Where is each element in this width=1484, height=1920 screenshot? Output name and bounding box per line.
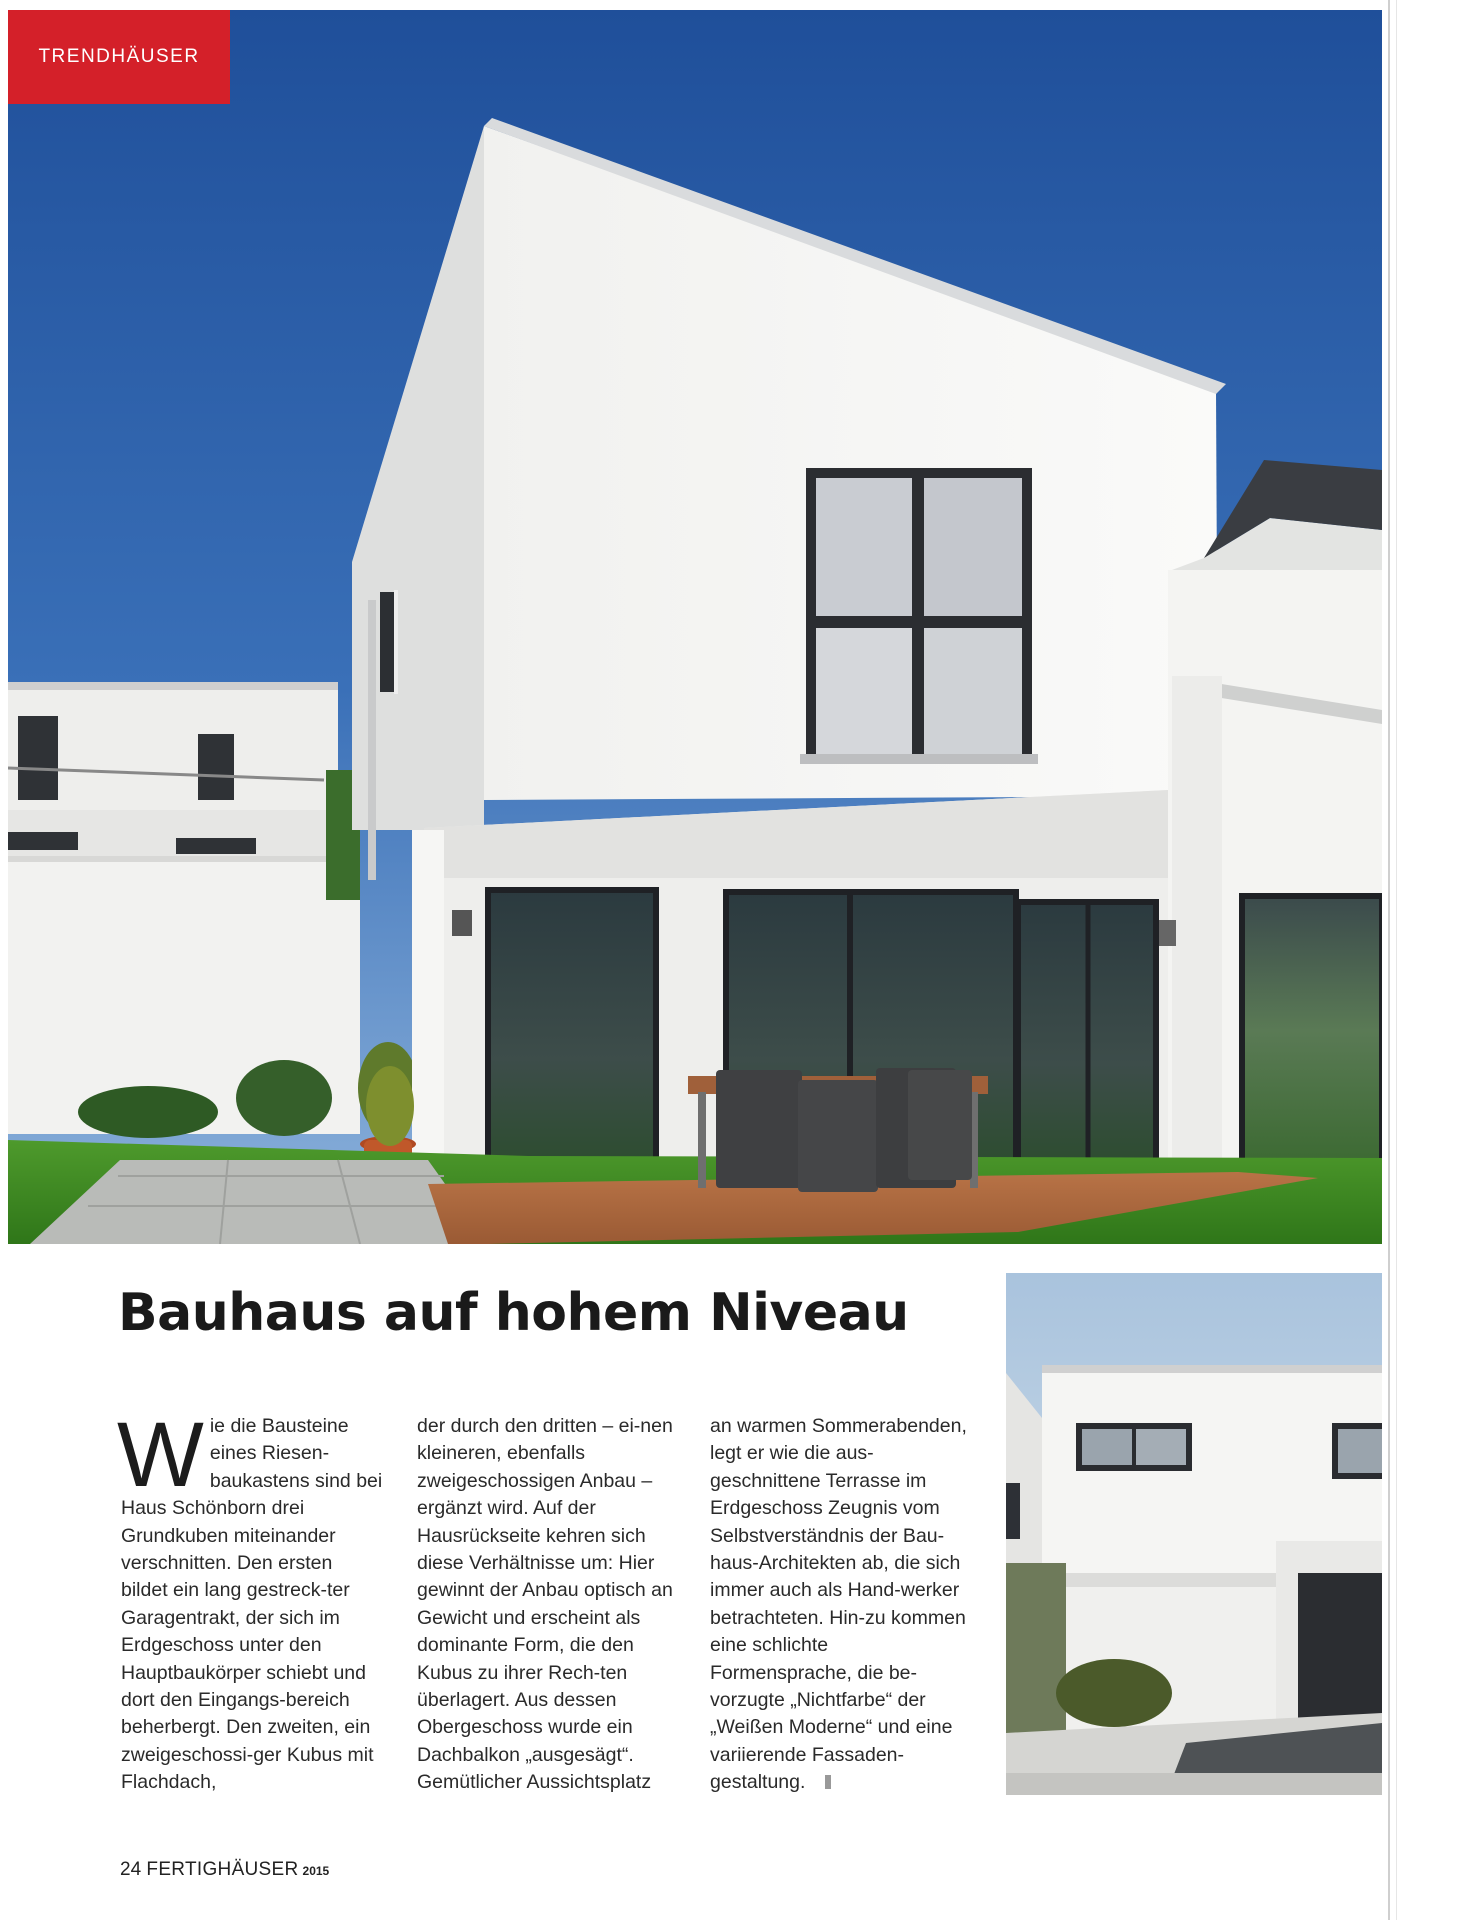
article-text-3-body: an warmen Sommerabenden, legt er wie die aus-geschnittene Terrasse im Erdgeschoss Zeugnis vom Selbstverständnis der Bau-haus-Architekten ab, die sich immer auch als Hand-werker betrachteten. Hin-zu kommen eine schlichte Formensprache, die be-vorzugte „Nichtfarbe“ der „Weißen Moderne“ und eine variierende Fassaden-gestaltung. [710,1415,967,1794]
drop-cap: W [117,1404,204,1506]
article-text-1: ie die Bausteine eines Riesen-baukastens sind bei Haus Schönborn drei Grundkuben miteinander verschnitten. Den ersten bildet ein lang gestreck-ter Garagentrakt, der sich im Erdgeschoss unter den Hauptbaukörper schiebt und dort den Eingangs-bereich beherbergt. Den zweiten, ein zweigeschossi-ger Kubus mit Flachdach, [121,1415,383,1794]
hero-photo [8,10,1382,1244]
front-view-photo [1006,1273,1382,1795]
article-column-1 [117,1404,383,1797]
page-title: Bauhaus auf hohem Niveau [118,1283,909,1343]
page-edge [1388,0,1390,1920]
issue-year: 2015 [302,1864,330,1878]
section-tag: TRENDHÄUSER [8,10,230,104]
page-footer [120,1859,329,1881]
article-column-3 [710,1413,972,1797]
article-text-2: der durch den dritten – ei-nen kleineren, ebenfalls zweigeschossigen Anbau – ergänzt wird. Auf der Hausrückseite kehren sich diese Verhältnisse um: Hier gewinnt der Anbau optisch an Gewicht und erscheint als dominante Form, die den Kubus zu ihrer Rech-ten überlagert. Aus dessen Obergeschoss wurde ein Dachbalkon „ausgesägt“. Gemütlicher Aussichtsplatz [417,1415,673,1794]
article-column-2 [417,1413,679,1797]
page-edge-shadow [1396,0,1397,1920]
page-number: 24 [120,1859,142,1880]
article-text-3 [710,1413,972,1797]
end-mark [825,1775,831,1789]
magazine-name: FERTIGHÄUSER [146,1859,299,1880]
